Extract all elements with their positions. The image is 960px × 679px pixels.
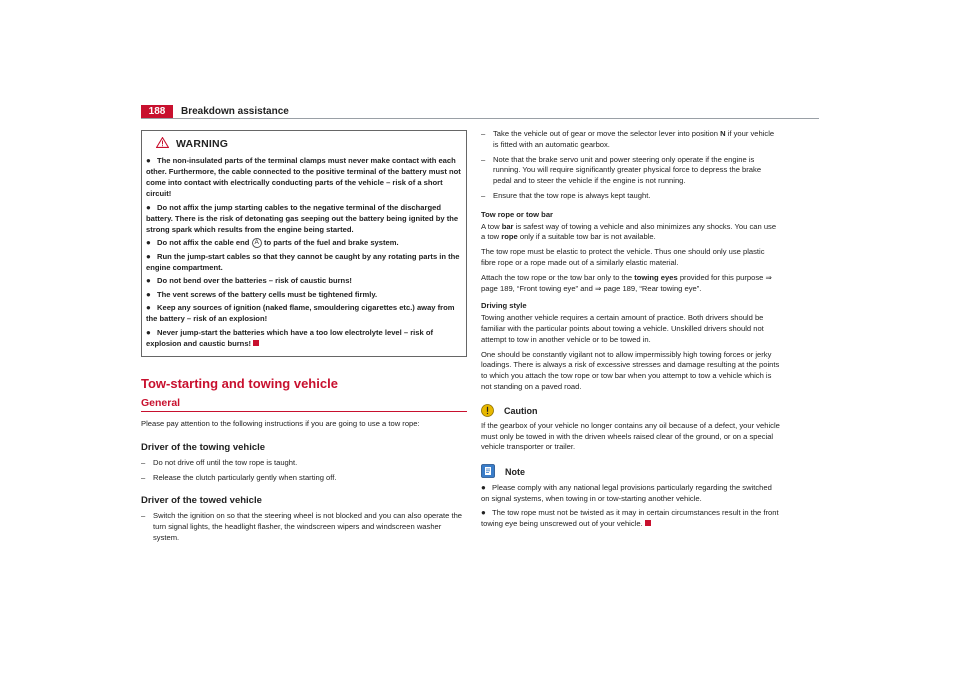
step-item: – Note that the brake servo unit and power steering only operate if the engine is running. You will require significantly greater physical force to depress the brake pedal and to steer the vehicle if the engine is not running. <box>481 154 762 186</box>
bullet-icon: ● <box>146 251 151 261</box>
bullet-icon: ● <box>146 327 151 337</box>
warning-item: ● The non-insulated parts of the terminal clamps must never make contact with each other. Furthermore, the cable connected to the positive terminal of the battery must not come into contact with electrically conducting parts of the vehicle – risk of a short circuit! <box>146 156 461 198</box>
section-end-icon <box>645 520 651 526</box>
bullet-icon: ● <box>146 238 151 247</box>
bullet-icon: ● <box>146 289 151 299</box>
warning-item: ● Keep any sources of ignition (naked flame, smouldering cigarettes etc.) away from the battery – risk of an explosion! <box>146 303 455 323</box>
bullet-icon: ● <box>146 202 151 212</box>
tow-rope-text: A tow bar is safest way of towing a vehicle and also minimizes any shocks. You can use a tow rope only if a suitable tow bar is not available. <box>481 221 777 242</box>
left-column <box>141 130 467 544</box>
warning-box <box>141 130 467 357</box>
header-rule <box>141 118 819 119</box>
towed-vehicle-heading: Driver of the towed vehicle <box>141 495 262 507</box>
warning-item: ● Never jump-start the batteries which have a too low electrolyte level – risk of explosion and caustic burns! <box>146 327 433 348</box>
tow-rope-text: Attach the tow rope or the tow bar only to the towing eyes provided for this purpose ⇒ page 189, “Front towing eye” and ⇒ page 189, “Rear towing eye”. <box>481 272 772 293</box>
bullet-icon: ● <box>146 303 151 312</box>
subsection-rule <box>141 411 467 412</box>
note-header <box>481 464 781 480</box>
warning-item: ● Do not affix the jump starting cables to the negative terminal of the discharged battery. There is the risk of detonating gas seeping out the battery being ignited by the strong spark which results from the engine being started. <box>146 202 459 234</box>
step-item: – Switch the ignition on so that the steering wheel is not blocked and you can also operate the turn signal lights, the headlight flasher, the windscreen wipers and windscreen washer system. <box>141 511 463 542</box>
warning-triangle-icon <box>156 137 169 151</box>
tow-rope-heading: Tow rope or tow bar <box>481 209 553 219</box>
warning-header <box>156 137 463 151</box>
note-item: ● Please comply with any national legal provisions particularly regarding the switched on signal systems, when towing in or tow-starting another vehicle. <box>481 483 772 503</box>
bullet-icon: ● <box>146 276 151 285</box>
note-item: ● The tow rope must not be twisted as it may in certain circumstances result in the front towing eye being unscrewed out of your vehicle. <box>481 507 779 528</box>
warning-item: ● Do not bend over the batteries – risk of caustic burns! <box>146 276 352 285</box>
warning-item: ● Do not affix the cable end A to parts of the fuel and brake system. <box>146 238 399 247</box>
bullet-icon: ● <box>481 483 486 493</box>
intro-text: Please pay attention to the following instructions if you are going to use a tow rope: <box>141 419 420 428</box>
right-column <box>481 129 781 529</box>
subsection-title: General <box>141 397 181 409</box>
step-item: – Ensure that the tow rope is always kept taught. <box>481 190 651 200</box>
driving-style-text: One should be constantly vigilant not to allow impermissibly high towing forces or jerky loadings. There is always a risk of excessive stresses and damage resulting at the points to which you attach the tow rope or tow bar when you attempt to tow a vehicle which is not standing on a paved road. <box>481 349 780 391</box>
section-end-icon <box>253 340 259 346</box>
section-title: Tow-starting and towing vehicle <box>141 376 338 391</box>
step-item: – Do not drive off until the tow rope is taught. <box>141 457 298 467</box>
caution-icon <box>481 404 494 419</box>
caution-header <box>481 404 781 419</box>
tow-rope-text: The tow rope must be elastic to protect the vehicle. Thus one should only use plastic fibre rope or a rope made out of a similarly elastic material. <box>481 247 765 267</box>
driving-style-heading: Driving style <box>481 301 527 311</box>
bullet-icon: ● <box>146 156 151 165</box>
caution-text: If the gearbox of your vehicle no longer contains any oil because of a defect, your vehicle must only be towed in with the driven wheels raised clear of the ground, or on a special vehicle transporter or trailer. <box>481 420 780 452</box>
page-number: 188 <box>141 105 173 119</box>
step-item: – Take the vehicle out of gear or move the selector lever into position N if your vehicle is fitted with an automatic gearbox. <box>481 129 775 149</box>
step-item: – Release the clutch particularly gently when starting off. <box>141 472 337 482</box>
driving-style-text: Towing another vehicle requires a certain amount of practice. Both drivers should be familiar with the particular points about towing a vehicle. Unskilled drivers should not attempt to tow in another vehicle or to be towed in. <box>481 313 764 344</box>
warning-item: ● Run the jump-start cables so that they cannot be caught by any rotating parts in the engine compartment. <box>146 251 460 272</box>
warning-item: ● The vent screws of the battery cells must be tightened firmly. <box>146 289 378 299</box>
bullet-icon: ● <box>481 507 486 517</box>
caution-title: Caution <box>504 406 538 417</box>
page-header-title: Breakdown assistance <box>181 106 289 117</box>
warning-title: WARNING <box>176 138 229 150</box>
cable-end-reference: A <box>252 238 262 248</box>
towing-vehicle-heading: Driver of the towing vehicle <box>141 441 266 453</box>
note-title: Note <box>505 467 525 478</box>
note-icon <box>481 464 495 480</box>
